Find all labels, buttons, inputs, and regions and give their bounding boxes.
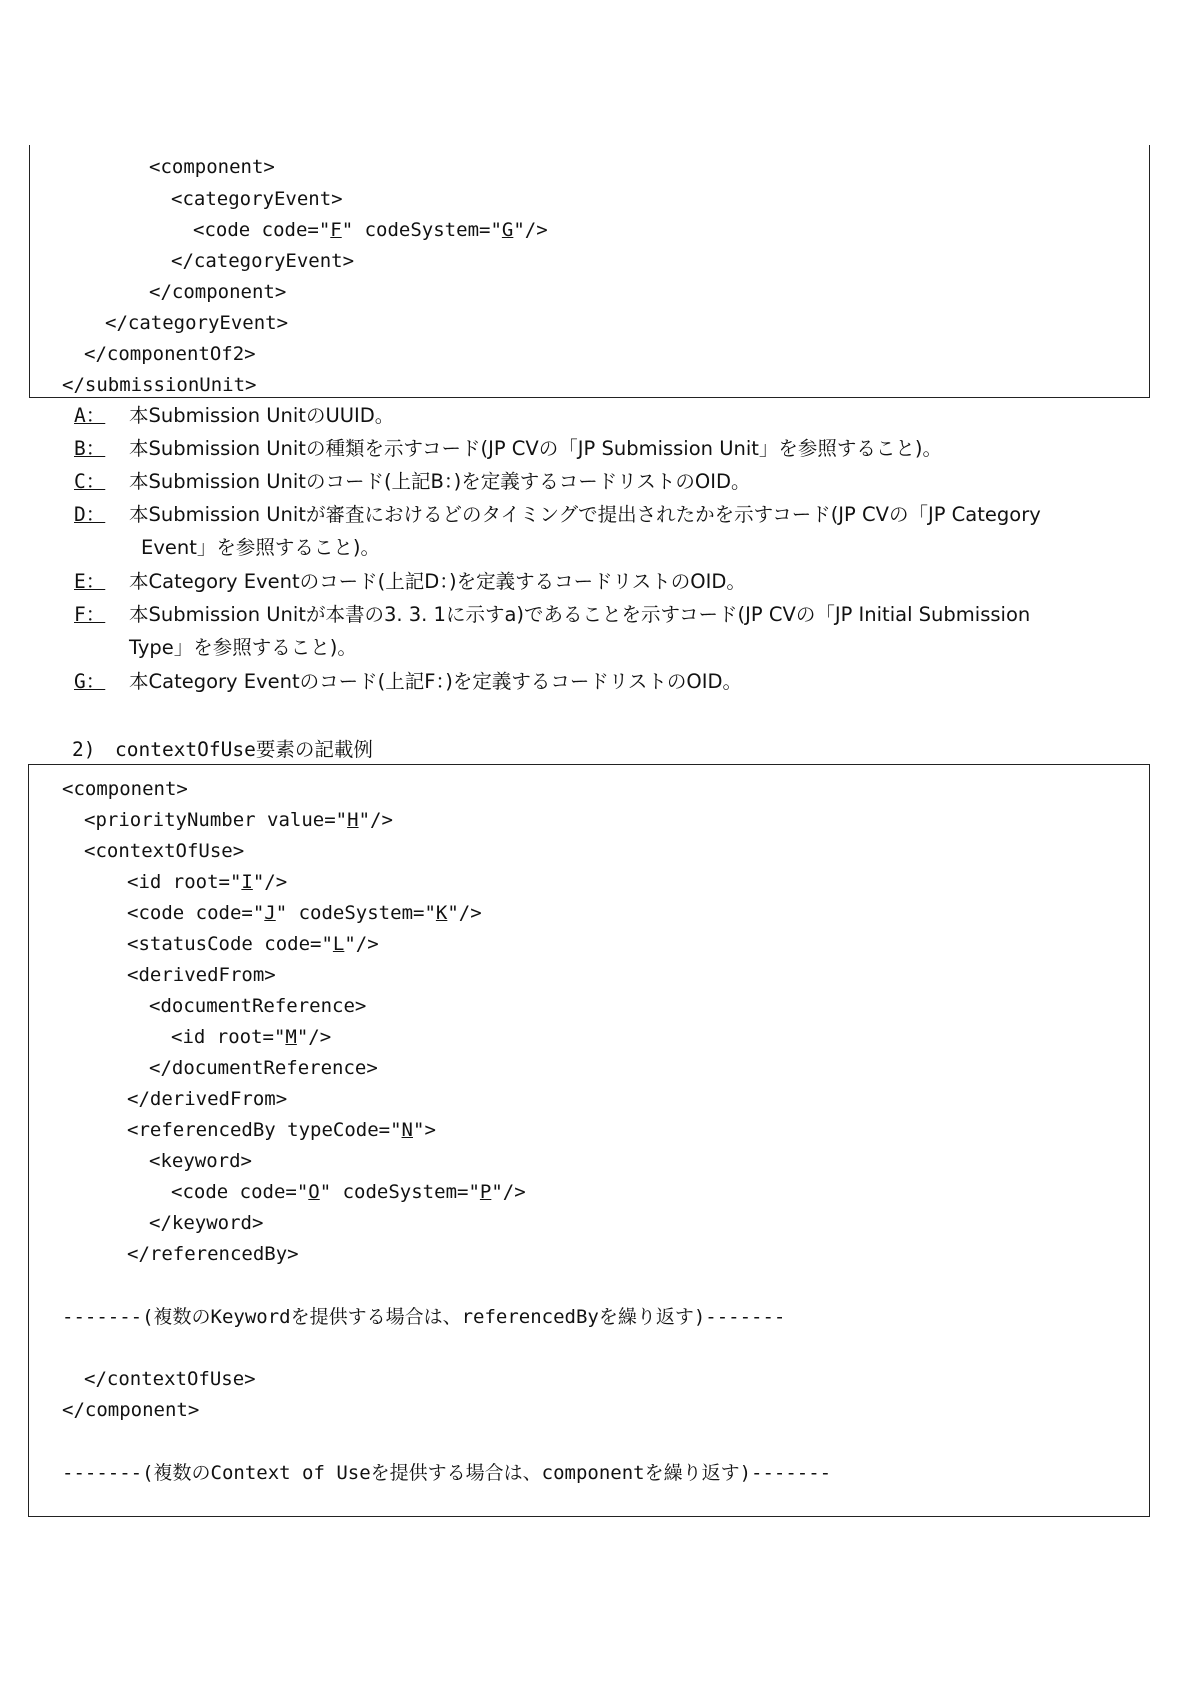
code-line (62, 1305, 785, 1329)
placeholder-code: P (479, 1181, 492, 1203)
code-text: </derivedFrom> (127, 1088, 288, 1110)
placeholder-code: K (435, 902, 448, 924)
code-text: "/> (252, 871, 288, 893)
code-line (127, 870, 287, 894)
code-line (149, 994, 366, 1018)
code-text: </keyword> (149, 1212, 264, 1234)
code-text: </referencedBy> (127, 1243, 299, 1265)
note-text: 本Category Eventのコード(上記D：)を定義するコードリストのOID。 (129, 570, 746, 593)
code-text: </categoryEvent> (171, 250, 355, 272)
code-text: <component> (62, 778, 188, 800)
code-line (171, 1180, 526, 1204)
code-text: <code code=" (193, 219, 331, 241)
code-text: -------(複数のContext of Useを提供する場合は、componentを繰り返す)------- (62, 1462, 832, 1484)
code-text: <derivedFrom> (127, 964, 276, 986)
code-line (171, 187, 343, 211)
code-line (149, 1211, 263, 1235)
code-line (149, 280, 286, 304)
code-text: </submissionUnit> (62, 374, 257, 396)
code-line (84, 1367, 256, 1391)
code-text: " codeSystem=" (275, 902, 436, 924)
code-text: "/> (513, 219, 548, 241)
note-text: Type」を参照すること)。 (129, 636, 357, 659)
code-line (84, 342, 256, 366)
note-text: 本Submission Unitの種類を示すコード(JP CVの「JP Submission Unit」を参照すること)。 (129, 437, 943, 460)
code-line (105, 311, 288, 335)
code-line (171, 1025, 331, 1049)
code-line (127, 1087, 287, 1111)
note-key: C： (74, 470, 106, 493)
code-line (127, 901, 482, 925)
code-text: <code code=" (171, 1181, 309, 1203)
placeholder-code: L (332, 933, 345, 955)
code-text: "/> (296, 1026, 332, 1048)
code-text: "/> (491, 1181, 526, 1203)
code-text: </categoryEvent> (105, 312, 289, 334)
code-text: -------(複数のKeywordを提供する場合は、referencedByを繰り返す)------- (62, 1306, 786, 1328)
note-text: 本Submission Unitが審査におけるどのタイミングで提出されたかを示すコード(JP CVの「JP Category (129, 503, 1041, 526)
note-key: B： (74, 437, 106, 460)
code-line (62, 777, 188, 801)
code-line (62, 1461, 831, 1485)
code-line (149, 1149, 252, 1173)
code-text: <priorityNumber value=" (84, 809, 348, 831)
code-text: " codeSystem=" (341, 219, 502, 241)
placeholder-code: N (401, 1119, 413, 1141)
code-text: <component> (149, 156, 275, 178)
placeholder-code: I (241, 871, 253, 893)
code-text: <keyword> (149, 1150, 252, 1172)
code-line (127, 963, 276, 987)
code-line (193, 218, 548, 242)
code-line (149, 1056, 378, 1080)
note-key: F： (74, 603, 106, 626)
code-text: "/> (358, 809, 393, 831)
code-text: <categoryEvent> (171, 188, 343, 210)
placeholder-code: J (264, 902, 276, 924)
code-text: </documentReference> (149, 1057, 378, 1079)
code-text: <documentReference> (149, 995, 367, 1017)
note-key: D： (74, 503, 106, 526)
code-line (149, 155, 275, 179)
code-line (127, 1118, 436, 1142)
code-text: <id root=" (127, 871, 242, 893)
code-text: "> (413, 1119, 436, 1141)
note-text: 本Submission UnitのUUID。 (129, 404, 395, 427)
code-line (84, 839, 244, 863)
note-text: Event」を参照すること)。 (141, 536, 380, 559)
placeholder-code: O (308, 1181, 320, 1203)
note-key: A： (74, 404, 106, 427)
code-text: </component> (62, 1399, 200, 1421)
note-text: 本Category Eventのコード(上記F：)を定義するコードリストのOID。 (129, 670, 743, 693)
code-text: <referencedBy typeCode=" (127, 1119, 402, 1141)
code-text: "/> (447, 902, 482, 924)
note-text: 本Submission Unitのコード(上記B：)を定義するコードリストのOID。 (129, 470, 751, 493)
code-text: "/> (344, 933, 379, 955)
placeholder-code: M (285, 1026, 297, 1048)
code-text: <statusCode code=" (127, 933, 333, 955)
code-text: " codeSystem=" (319, 1181, 480, 1203)
code-text: <code code=" (127, 902, 265, 924)
placeholder-code: F (330, 219, 342, 241)
code-line (62, 1398, 199, 1422)
code-text: <id root=" (171, 1026, 286, 1048)
note-text: 本Submission Unitが本書の3. 3. 1に示すa)であることを示すコード(JP CVの「JP Initial Submission (129, 603, 1031, 626)
code-text: <contextOfUse> (84, 840, 245, 862)
code-line (84, 808, 393, 832)
note-key: G： (74, 670, 106, 693)
code-line (127, 932, 379, 956)
code-text: </componentOf2> (84, 343, 256, 365)
code-text: </component> (149, 281, 287, 303)
note-key: E： (74, 570, 106, 593)
placeholder-code: G (501, 219, 514, 241)
code-text: </contextOfUse> (84, 1368, 256, 1390)
placeholder-code: H (347, 809, 359, 831)
code-line (127, 1242, 299, 1266)
section-heading: 2) contextOfUse要素の記載例 (72, 738, 373, 761)
code-line (62, 373, 256, 397)
code-line (171, 249, 354, 273)
